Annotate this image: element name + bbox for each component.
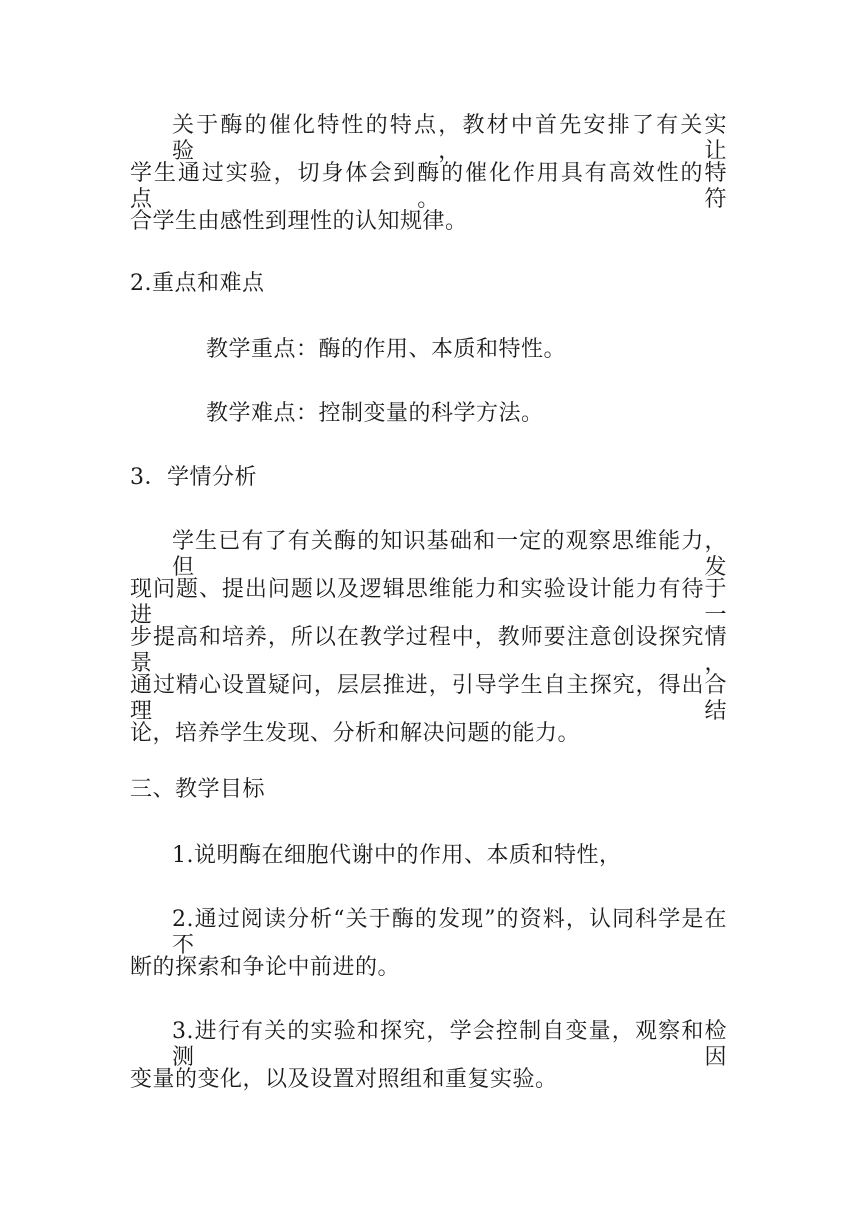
paragraph-line: 论，培养学生发现、分析和解决问题的能力。 (130, 721, 581, 746)
paragraph-line: 学生通过实验，切身体会到酶的催化作用具有高效性的特点。符 (130, 161, 727, 212)
goal-line: 变量的变化，以及设置对照组和重复实验。 (130, 1067, 558, 1092)
paragraph-line: 学生已有了有关酶的知识基础和一定的观察思维能力，但发 (172, 529, 727, 580)
paragraph-line: 通过精心设置疑问，层层推进，引导学生自主探究，得出合理结 (130, 673, 727, 724)
difficult-point-text: 教学难点：控制变量的科学方法。 (206, 401, 544, 426)
key-point-text: 教学重点：酶的作用、本质和特性。 (206, 337, 567, 362)
paragraph-line: 合学生由感性到理性的认知规律。 (130, 209, 468, 234)
section-heading: 3．学情分析 (130, 465, 257, 490)
goal-line: 2.通过阅读分析“关于酶的发现”的资料，认同科学是在不 (172, 907, 727, 958)
paragraph-line: 现问题、提出问题以及逻辑思维能力和实验设计能力有待于进一 (130, 577, 727, 628)
goal-line: 1.说明酶在细胞代谢中的作用、本质和特性， (172, 843, 622, 868)
paragraph-line: 步提高和培养，所以在教学过程中，教师要注意创设探究情景， (130, 625, 727, 676)
section-title: 三、教学目标 (130, 777, 266, 802)
goal-line: 3.进行有关的实验和探究，学会控制自变量，观察和检测因 (172, 1019, 727, 1070)
section-heading: 2.重点和难点 (130, 271, 265, 296)
paragraph-line: 关于酶的催化特性的特点，教材中首先安排了有关实验，让 (172, 113, 727, 164)
goal-line: 断的探索和争论中前进的。 (130, 955, 401, 980)
